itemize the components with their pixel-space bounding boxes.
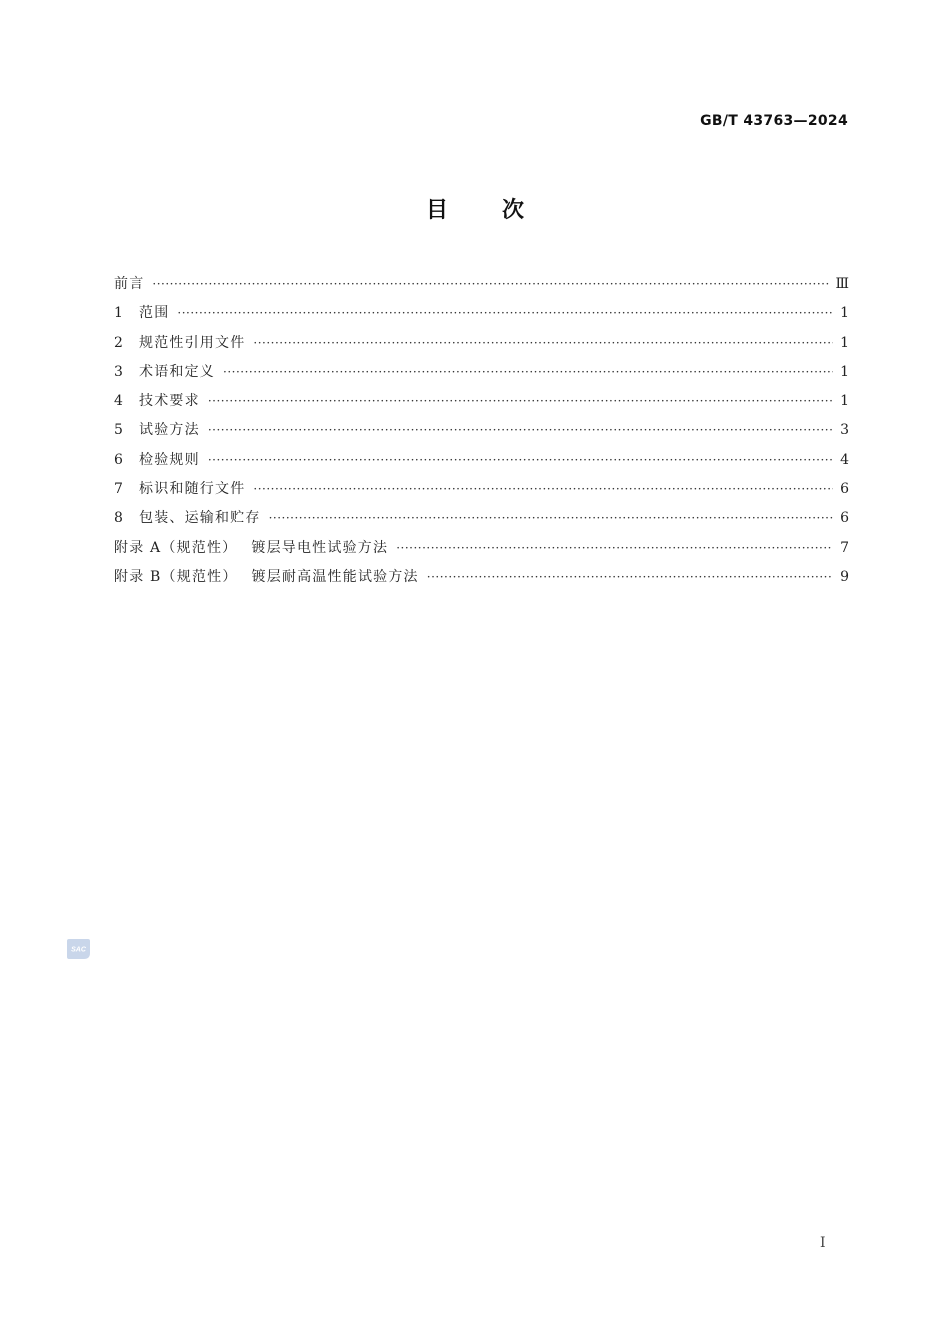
toc-title xyxy=(0,193,950,224)
toc-entry-3[interactable] xyxy=(114,361,849,390)
toc-entry-label: 标识和随行文件 xyxy=(139,481,246,498)
toc-entry-7[interactable] xyxy=(114,478,849,507)
toc-entry-page: 3 xyxy=(840,422,849,439)
toc-entry-label: 附录 B（规范性） xyxy=(114,568,238,585)
sac-logo-text: SAC xyxy=(71,946,86,954)
toc-entry-label: 检验规则 xyxy=(139,451,200,468)
toc-entry-page: 4 xyxy=(840,451,849,468)
sac-logo-icon xyxy=(66,937,91,961)
toc-entry-label: 术语和定义 xyxy=(139,363,215,380)
sac-logo-watermark xyxy=(66,937,91,961)
dot-leader xyxy=(396,537,833,559)
toc-entry-number: 7 xyxy=(114,481,123,498)
toc-entry-number: 2 xyxy=(114,334,123,351)
table-of-contents xyxy=(114,273,849,595)
toc-entry-subtitle: 镀层导电性试验方法 xyxy=(251,539,389,556)
toc-title-char-1: 目 xyxy=(425,198,448,223)
dot-leader xyxy=(223,361,833,383)
toc-entry-2[interactable] xyxy=(114,332,849,361)
toc-entry-annex-b[interactable] xyxy=(114,566,849,595)
dot-leader xyxy=(152,273,829,295)
toc-entry-1[interactable] xyxy=(114,302,849,331)
toc-entry-label: 附录 A（规范性） xyxy=(114,539,238,556)
toc-entry-page: 1 xyxy=(840,363,849,380)
toc-entry-number: 6 xyxy=(114,451,123,468)
toc-entry-number: 4 xyxy=(114,393,123,410)
dot-leader xyxy=(208,449,833,471)
toc-entry-subtitle: 镀层耐高温性能试验方法 xyxy=(251,568,419,585)
dot-leader xyxy=(208,390,833,412)
toc-entry-number: 3 xyxy=(114,363,123,380)
standard-code: GB/T 43763—2024 xyxy=(700,113,848,129)
toc-entry-page: Ⅲ xyxy=(835,276,849,292)
toc-entry-label: 技术要求 xyxy=(139,393,200,410)
toc-entry-8[interactable] xyxy=(114,507,849,536)
toc-entry-number: 1 xyxy=(114,305,123,322)
toc-entry-label: 规范性引用文件 xyxy=(139,334,246,351)
dot-leader xyxy=(427,566,833,588)
page-number: I xyxy=(820,1235,826,1251)
dot-leader xyxy=(269,507,833,529)
toc-entry-page: 1 xyxy=(840,334,849,351)
toc-entry-page: 1 xyxy=(840,305,849,322)
toc-entry-5[interactable] xyxy=(114,419,849,448)
toc-entry-4[interactable] xyxy=(114,390,849,419)
toc-entry-number: 8 xyxy=(114,510,123,527)
toc-entry-page: 6 xyxy=(840,481,849,498)
dot-leader xyxy=(208,419,833,441)
toc-entry-page: 1 xyxy=(840,393,849,410)
toc-entry-label: 前言 xyxy=(114,276,145,292)
dot-leader xyxy=(177,302,833,324)
dot-leader xyxy=(253,478,833,500)
toc-entry-page: 9 xyxy=(840,568,849,585)
toc-entry-number: 5 xyxy=(114,422,123,439)
toc-title-char-2: 次 xyxy=(502,198,525,223)
toc-entry-6[interactable] xyxy=(114,449,849,478)
toc-entry-label: 范围 xyxy=(139,305,170,322)
dot-leader xyxy=(253,332,833,354)
toc-entry-label: 包装、运输和贮存 xyxy=(139,510,261,527)
toc-entry-foreword[interactable] xyxy=(114,273,849,302)
toc-entry-page: 6 xyxy=(840,510,849,527)
toc-entry-page: 7 xyxy=(840,539,849,556)
toc-entry-label: 试验方法 xyxy=(139,422,200,439)
toc-entry-annex-a[interactable] xyxy=(114,537,849,566)
